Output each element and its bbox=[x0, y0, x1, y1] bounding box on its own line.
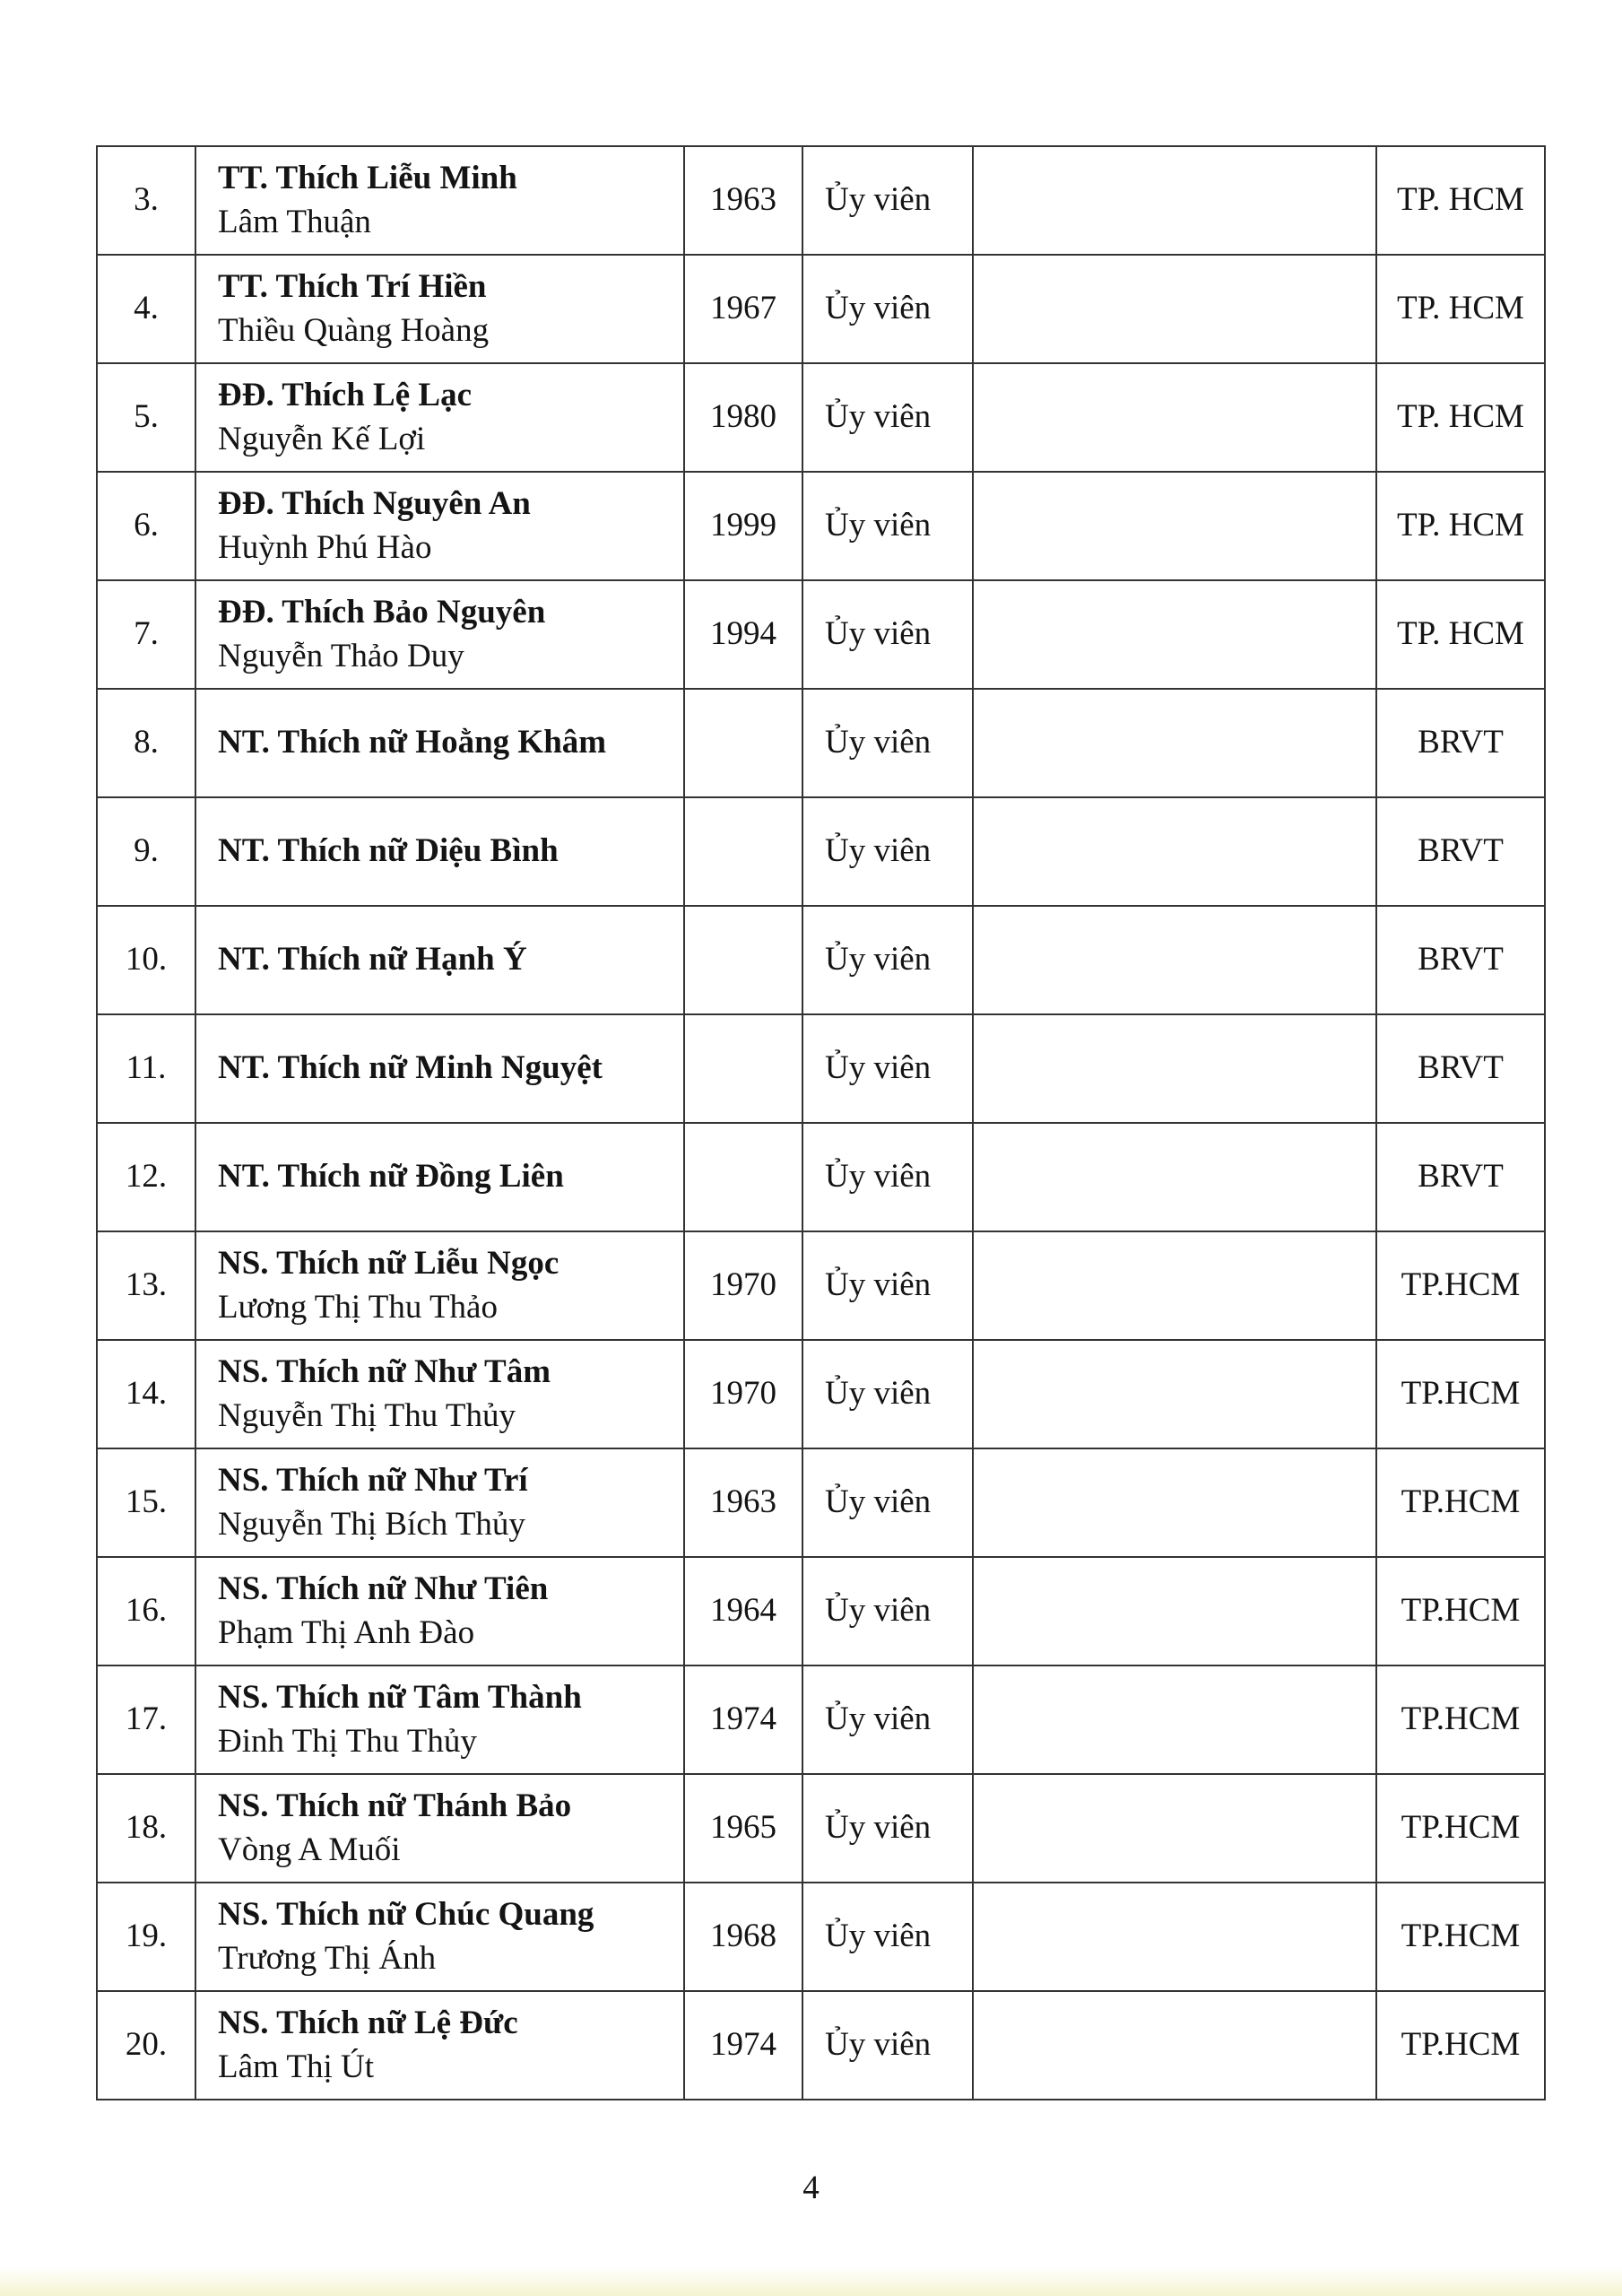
name-cell bbox=[195, 1991, 684, 2100]
birth-year-cell: 1964 bbox=[684, 1557, 802, 1665]
blank-cell bbox=[973, 1340, 1376, 1448]
birth-year-cell: 1970 bbox=[684, 1340, 802, 1448]
blank-cell bbox=[973, 1991, 1376, 2100]
blank-cell bbox=[973, 472, 1376, 580]
lay-name: Vòng A Muối bbox=[218, 1831, 401, 1868]
position-cell: Ủy viên bbox=[802, 1665, 973, 1774]
table-row bbox=[97, 146, 1545, 255]
locality-cell: TP. HCM bbox=[1376, 146, 1545, 255]
blank-cell bbox=[973, 1774, 1376, 1883]
row-number-cell: 9. bbox=[97, 797, 195, 906]
table-row bbox=[97, 363, 1545, 472]
dharma-name: NT. Thích nữ Minh Nguyệt bbox=[218, 1049, 603, 1087]
table-row bbox=[97, 1557, 1545, 1665]
lay-name: Nguyễn Thị Thu Thủy bbox=[218, 1396, 516, 1434]
birth-year-cell: 1965 bbox=[684, 1774, 802, 1883]
blank-cell bbox=[973, 146, 1376, 255]
name-cell bbox=[195, 1883, 684, 1991]
birth-year-cell: 1974 bbox=[684, 1665, 802, 1774]
name-cell bbox=[195, 797, 684, 906]
dharma-name: NT. Thích nữ Hạnh Ý bbox=[218, 941, 527, 978]
blank-cell bbox=[973, 1448, 1376, 1557]
scan-edge-tint bbox=[0, 2267, 1622, 2296]
name-cell bbox=[195, 1123, 684, 1231]
position-cell: Ủy viên bbox=[802, 1557, 973, 1665]
dharma-name: ĐĐ. Thích Bảo Nguyên bbox=[218, 593, 546, 631]
lay-name: Đinh Thị Thu Thủy bbox=[218, 1722, 477, 1760]
lay-name: Lương Thị Thu Thảo bbox=[218, 1288, 498, 1326]
position-cell: Ủy viên bbox=[802, 906, 973, 1014]
birth-year-cell: 1994 bbox=[684, 580, 802, 689]
row-number-cell: 12. bbox=[97, 1123, 195, 1231]
locality-cell: BRVT bbox=[1376, 1123, 1545, 1231]
position-cell: Ủy viên bbox=[802, 1448, 973, 1557]
name-cell bbox=[195, 906, 684, 1014]
row-number-cell: 10. bbox=[97, 906, 195, 1014]
position-cell: Ủy viên bbox=[802, 797, 973, 906]
dharma-name: NS. Thích nữ Như Trí bbox=[218, 1461, 528, 1499]
table-row bbox=[97, 1123, 1545, 1231]
blank-cell bbox=[973, 1665, 1376, 1774]
birth-year-cell bbox=[684, 1123, 802, 1231]
table-row bbox=[97, 906, 1545, 1014]
locality-cell: TP. HCM bbox=[1376, 580, 1545, 689]
position-cell: Ủy viên bbox=[802, 472, 973, 580]
member-table bbox=[96, 145, 1546, 2100]
page-number: 4 bbox=[802, 2170, 820, 2206]
dharma-name: NS. Thích nữ Như Tâm bbox=[218, 1352, 551, 1390]
row-number-cell: 5. bbox=[97, 363, 195, 472]
lay-name: Nguyễn Thị Bích Thủy bbox=[218, 1505, 525, 1543]
table-row bbox=[97, 1014, 1545, 1123]
locality-cell: TP.HCM bbox=[1376, 1883, 1545, 1991]
member-table-body bbox=[97, 146, 1545, 2100]
dharma-name: NT. Thích nữ Diệu Bình bbox=[218, 832, 559, 870]
locality-cell: TP.HCM bbox=[1376, 1448, 1545, 1557]
row-number-cell: 6. bbox=[97, 472, 195, 580]
name-cell bbox=[195, 1665, 684, 1774]
birth-year-cell: 1980 bbox=[684, 363, 802, 472]
lay-name: Nguyễn Thảo Duy bbox=[218, 637, 464, 674]
locality-cell: TP. HCM bbox=[1376, 472, 1545, 580]
locality-cell: TP.HCM bbox=[1376, 1340, 1545, 1448]
birth-year-cell: 1963 bbox=[684, 1448, 802, 1557]
position-cell: Ủy viên bbox=[802, 1340, 973, 1448]
locality-cell: TP.HCM bbox=[1376, 1665, 1545, 1774]
row-number-cell: 14. bbox=[97, 1340, 195, 1448]
locality-cell: BRVT bbox=[1376, 906, 1545, 1014]
position-cell: Ủy viên bbox=[802, 255, 973, 363]
lay-name: Phạm Thị Anh Đào bbox=[218, 1613, 475, 1651]
table-row bbox=[97, 1991, 1545, 2100]
lay-name: Thiều Quàng Hoàng bbox=[218, 311, 490, 349]
table-row bbox=[97, 1231, 1545, 1340]
table-row bbox=[97, 1883, 1545, 1991]
locality-cell: BRVT bbox=[1376, 689, 1545, 797]
locality-cell: TP.HCM bbox=[1376, 1774, 1545, 1883]
position-cell: Ủy viên bbox=[802, 1014, 973, 1123]
row-number-cell: 4. bbox=[97, 255, 195, 363]
name-cell bbox=[195, 1557, 684, 1665]
blank-cell bbox=[973, 797, 1376, 906]
name-cell bbox=[195, 1014, 684, 1123]
dharma-name: NT. Thích nữ Hoằng Khâm bbox=[218, 724, 607, 761]
dharma-name: NS. Thích nữ Chúc Quang bbox=[218, 1895, 594, 1933]
table-row bbox=[97, 1340, 1545, 1448]
row-number-cell: 18. bbox=[97, 1774, 195, 1883]
dharma-name: NT. Thích nữ Đồng Liên bbox=[218, 1158, 564, 1196]
locality-cell: TP.HCM bbox=[1376, 1991, 1545, 2100]
row-number-cell: 15. bbox=[97, 1448, 195, 1557]
birth-year-cell bbox=[684, 906, 802, 1014]
name-cell bbox=[195, 146, 684, 255]
position-cell: Ủy viên bbox=[802, 1774, 973, 1883]
birth-year-cell: 1963 bbox=[684, 146, 802, 255]
blank-cell bbox=[973, 1123, 1376, 1231]
position-cell: Ủy viên bbox=[802, 580, 973, 689]
table-row bbox=[97, 689, 1545, 797]
dharma-name: NS. Thích nữ Lệ Đức bbox=[218, 2004, 518, 2041]
blank-cell bbox=[973, 1883, 1376, 1991]
table-row bbox=[97, 472, 1545, 580]
position-cell: Ủy viên bbox=[802, 689, 973, 797]
position-cell: Ủy viên bbox=[802, 1991, 973, 2100]
lay-name: Trương Thị Ánh bbox=[218, 1939, 437, 1977]
dharma-name: ĐĐ. Thích Lệ Lạc bbox=[218, 376, 473, 413]
birth-year-cell: 1968 bbox=[684, 1883, 802, 1991]
table-row bbox=[97, 1665, 1545, 1774]
birth-year-cell bbox=[684, 689, 802, 797]
locality-cell: BRVT bbox=[1376, 1014, 1545, 1123]
row-number-cell: 16. bbox=[97, 1557, 195, 1665]
name-cell bbox=[195, 363, 684, 472]
position-cell: Ủy viên bbox=[802, 1231, 973, 1340]
blank-cell bbox=[973, 580, 1376, 689]
name-cell bbox=[195, 255, 684, 363]
name-cell bbox=[195, 1231, 684, 1340]
blank-cell bbox=[973, 1231, 1376, 1340]
blank-cell bbox=[973, 255, 1376, 363]
position-cell: Ủy viên bbox=[802, 1883, 973, 1991]
locality-cell: TP.HCM bbox=[1376, 1231, 1545, 1340]
row-number-cell: 11. bbox=[97, 1014, 195, 1123]
birth-year-cell: 1970 bbox=[684, 1231, 802, 1340]
lay-name: Huỳnh Phú Hào bbox=[218, 528, 432, 566]
dharma-name: NS. Thích nữ Thánh Bảo bbox=[218, 1787, 572, 1824]
table-row bbox=[97, 580, 1545, 689]
dharma-name: NS. Thích nữ Tâm Thành bbox=[218, 1678, 582, 1716]
row-number-cell: 17. bbox=[97, 1665, 195, 1774]
position-cell: Ủy viên bbox=[802, 146, 973, 255]
table-row bbox=[97, 255, 1545, 363]
table-row bbox=[97, 1448, 1545, 1557]
locality-cell: BRVT bbox=[1376, 797, 1545, 906]
birth-year-cell: 1999 bbox=[684, 472, 802, 580]
dharma-name: NS. Thích nữ Như Tiên bbox=[218, 1570, 549, 1607]
birth-year-cell: 1974 bbox=[684, 1991, 802, 2100]
birth-year-cell bbox=[684, 797, 802, 906]
blank-cell bbox=[973, 1557, 1376, 1665]
name-cell bbox=[195, 580, 684, 689]
blank-cell bbox=[973, 906, 1376, 1014]
lay-name: Nguyễn Kế Lợi bbox=[218, 420, 426, 457]
row-number-cell: 19. bbox=[97, 1883, 195, 1991]
row-number-cell: 20. bbox=[97, 1991, 195, 2100]
locality-cell: TP. HCM bbox=[1376, 255, 1545, 363]
table-row bbox=[97, 797, 1545, 906]
dharma-name: ĐĐ. Thích Nguyên An bbox=[218, 484, 531, 522]
blank-cell bbox=[973, 1014, 1376, 1123]
locality-cell: TP. HCM bbox=[1376, 363, 1545, 472]
position-cell: Ủy viên bbox=[802, 363, 973, 472]
lay-name: Lâm Thuận bbox=[218, 203, 371, 240]
row-number-cell: 7. bbox=[97, 580, 195, 689]
lay-name: Lâm Thị Út bbox=[218, 2048, 375, 2085]
birth-year-cell: 1967 bbox=[684, 255, 802, 363]
birth-year-cell bbox=[684, 1014, 802, 1123]
row-number-cell: 13. bbox=[97, 1231, 195, 1340]
name-cell bbox=[195, 1340, 684, 1448]
locality-cell: TP.HCM bbox=[1376, 1557, 1545, 1665]
name-cell bbox=[195, 472, 684, 580]
position-cell: Ủy viên bbox=[802, 1123, 973, 1231]
dharma-name: TT. Thích Liễu Minh bbox=[218, 159, 517, 196]
name-cell bbox=[195, 689, 684, 797]
row-number-cell: 3. bbox=[97, 146, 195, 255]
blank-cell bbox=[973, 363, 1376, 472]
name-cell bbox=[195, 1774, 684, 1883]
table-row bbox=[97, 1774, 1545, 1883]
name-cell bbox=[195, 1448, 684, 1557]
row-number-cell: 8. bbox=[97, 689, 195, 797]
dharma-name: TT. Thích Trí Hiền bbox=[218, 267, 487, 305]
blank-cell bbox=[973, 689, 1376, 797]
dharma-name: NS. Thích nữ Liễu Ngọc bbox=[218, 1244, 559, 1282]
